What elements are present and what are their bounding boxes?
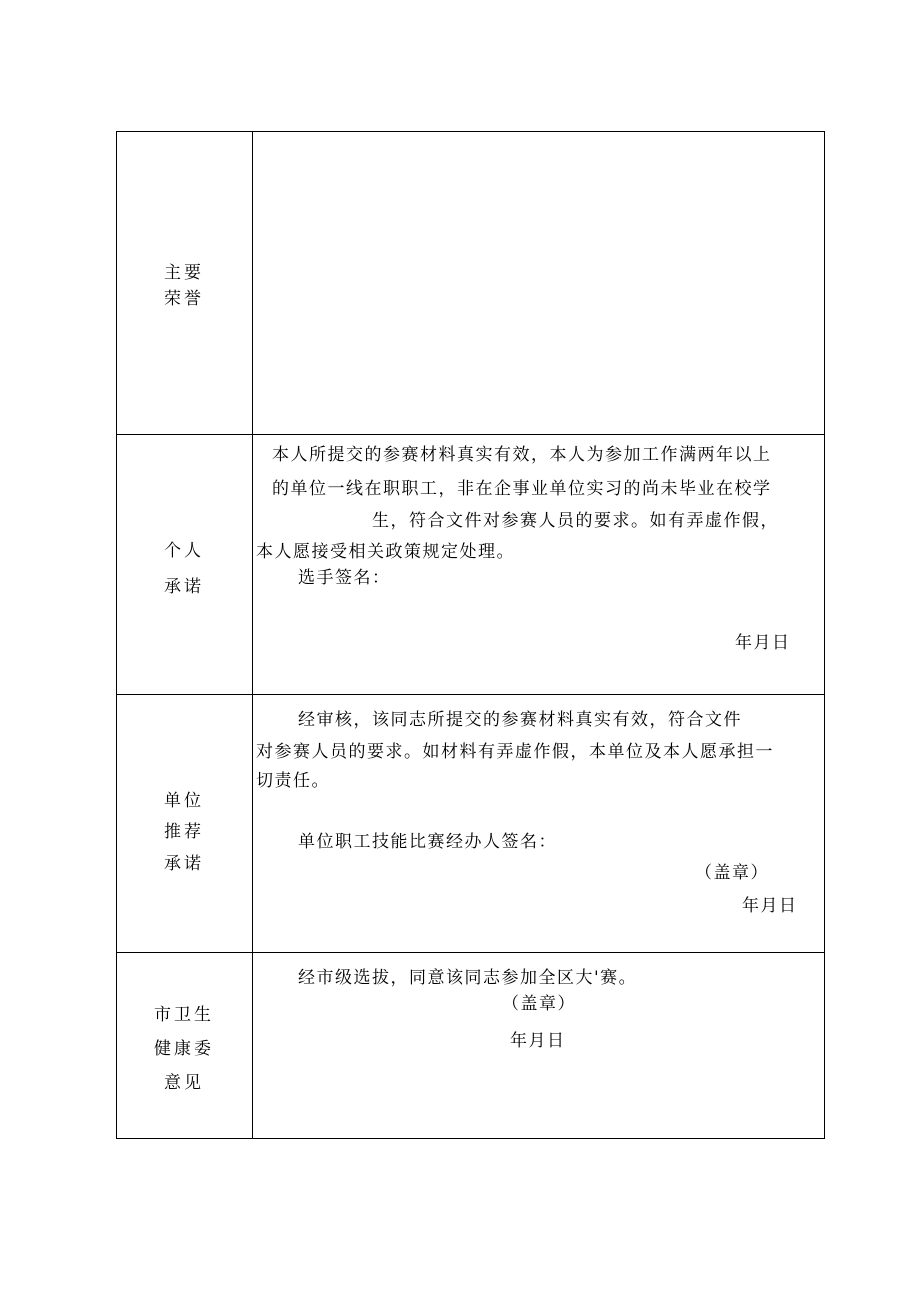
unit-text-line: 对参赛人员的要求。如材料有弄虚作假，本单位及本人愿承担一 [256,742,774,762]
personal-text-line: 生，符合文件对参赛人员的要求。如有弄虚作假， [372,511,779,531]
unit-signature-label: 单位职工技能比赛经办人签名： [298,832,557,852]
personal-text-line: 本人愿接受相关政策规定处理。 [256,542,515,562]
label-unit-recommendation: 单位 推荐 承诺 [164,791,204,874]
personal-text-line: 本人所提交的参赛材料真实有效，本人为参加工作满两年以上 [272,445,772,465]
label-personal-commitment: 个人 承诺 [164,541,204,597]
personal-text-line: 的单位一线在职职工，非在企事业单位实习的尚未毕业在校学 [272,479,772,499]
unit-seal: （盖章） [695,863,769,883]
city-text-line: 经市级选拔，同意该同志参加全区大'赛。 [298,968,638,988]
personal-date: 年月日 [735,633,791,653]
personal-signature-label: 选手签名： [298,568,391,588]
label-honors: 主要 荣誉 [164,263,204,310]
unit-text-line: 切责任。 [256,771,330,791]
city-date: 年月日 [510,1031,566,1051]
city-seal: （盖章） [502,994,576,1014]
label-city-opinion: 市卫生 健康委 意见 [154,1005,214,1093]
unit-date: 年月日 [742,896,798,916]
unit-text-line: 经审核，该同志所提交的参赛材料真实有效，符合文件 [298,710,742,730]
